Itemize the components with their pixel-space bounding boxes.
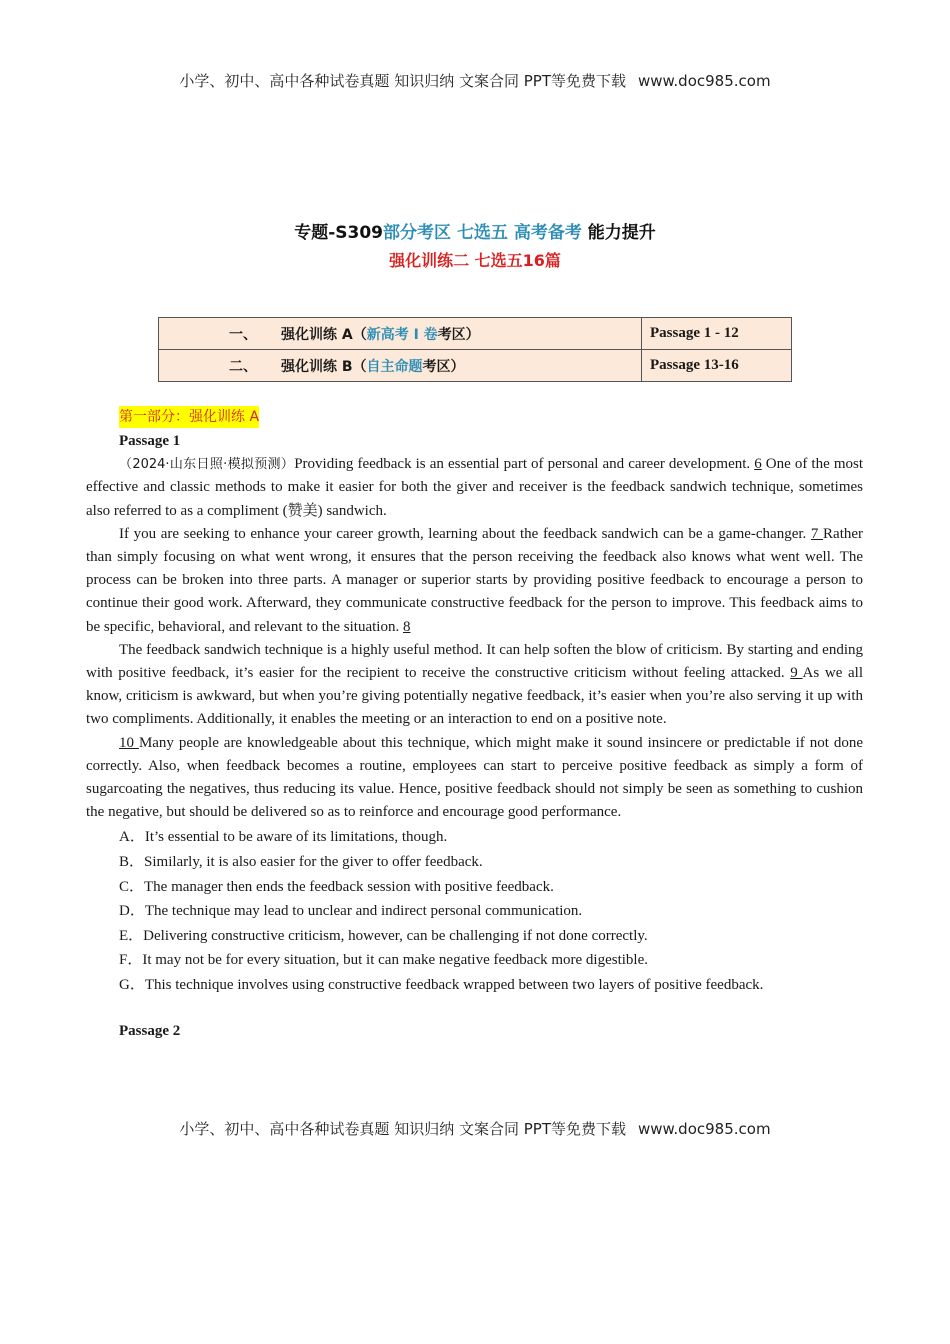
contents-range: Passage 13-16 bbox=[642, 350, 792, 382]
option-d[interactable] bbox=[119, 899, 863, 924]
passage-title: Passage 1 bbox=[119, 433, 181, 450]
contents-label-teal: 新高考 Ⅰ 卷 bbox=[366, 326, 438, 343]
option-letter: B． bbox=[119, 854, 145, 871]
paragraph-text: One of the most effective and classic methods to make it easier for both the giver and receiver is the feedback sandwich technique, sometimes also referred to as a compliment (赞美) sandwich. bbox=[86, 456, 864, 519]
footer-url[interactable]: www.doc985.com bbox=[637, 1120, 771, 1138]
paragraph-text: The feedback sandwich technique is a highly useful method. It can help soften the blow of criticism. By starting and ending with positive feedback, it’s easier for the recipient to receive the constructive criticism without feeling attacked. bbox=[86, 641, 863, 682]
passage-content bbox=[86, 406, 863, 1043]
contents-label-teal: 自主命题 bbox=[366, 358, 423, 375]
paragraph-text: Rather than simply focusing on what went wrong, it ensures that the person receiving the feedback also knows what went well. The process can be broken into three parts. A manager or superior starts by providing positive feedback to encourage a person to continue their good work. Afterward, they communicate constructive feedback for the person to improve. This feedback aims to be specific, behavioral, and relevant to the situation. bbox=[86, 525, 864, 635]
contents-label-pre: 强化训练 B（ bbox=[281, 358, 367, 375]
option-letter: F． bbox=[119, 952, 143, 969]
source-note: （2024·山东日照·模拟预测） bbox=[119, 457, 295, 473]
passage-2-title: Passage 2 bbox=[119, 1022, 181, 1039]
answer-options bbox=[86, 825, 863, 997]
blank-8[interactable]: 8 bbox=[402, 618, 411, 635]
contents-number: 一、 bbox=[229, 326, 257, 343]
blank-9[interactable]: 9 bbox=[790, 665, 803, 682]
header-url[interactable]: www.doc985.com bbox=[637, 72, 771, 90]
page-header bbox=[0, 70, 950, 91]
option-text: Similarly, it is also easier for the giver to offer feedback. bbox=[144, 854, 483, 871]
contents-label-post: 考区） bbox=[437, 326, 480, 343]
option-g[interactable] bbox=[119, 973, 863, 998]
blank-6[interactable]: 6 bbox=[754, 456, 762, 473]
option-a[interactable] bbox=[119, 825, 863, 850]
title-suffix: 能力提升 bbox=[587, 223, 656, 243]
contents-label-post: 考区） bbox=[422, 358, 465, 375]
option-c[interactable] bbox=[119, 875, 863, 900]
option-letter: E． bbox=[119, 927, 144, 944]
document-title bbox=[0, 218, 950, 243]
option-text: The technique may lead to unclear and indirect personal communication. bbox=[144, 903, 583, 920]
paragraph-text: Many people are knowledgeable about this technique, which might make it sound insincere or predictable if not done correctly. Also, when feedback becomes a routine, employees can start to perceive positive feedback as simply a form of sugarcoating the negatives, thus reducing its value. Hence, positive feedback should not simply be seen as something to cushion the negative, but should be delivered so as to reinforce and encourage good performance. bbox=[86, 734, 863, 821]
contents-label bbox=[159, 318, 642, 350]
paragraph-1 bbox=[86, 453, 863, 523]
option-text: The manager then ends the feedback session with positive feedback. bbox=[144, 878, 554, 895]
option-letter: G． bbox=[119, 977, 145, 994]
paragraph-2 bbox=[86, 523, 863, 639]
blank-10[interactable]: 10 bbox=[119, 734, 139, 751]
paragraph-4 bbox=[86, 732, 863, 825]
footer-text: 小学、初中、高中各种试卷真题 知识归纳 文案合同 PPT等免费下载 bbox=[179, 1120, 626, 1138]
option-letter: C． bbox=[119, 878, 145, 895]
blank-7[interactable]: 7 bbox=[810, 525, 824, 542]
option-letter: D． bbox=[119, 903, 145, 920]
contents-row bbox=[159, 318, 792, 350]
contents-label bbox=[159, 350, 642, 382]
paragraph-text: As we all know, criticism is awkward, but when you’re giving potentially negative feedback, it’s easier when you’re also serving it up with two compliments. Additionally, it enables the meeting or an interaction to end on a positive note. bbox=[86, 665, 863, 728]
paragraph-3 bbox=[86, 639, 863, 732]
contents-range: Passage 1 - 12 bbox=[642, 318, 792, 350]
contents-number: 二、 bbox=[229, 358, 257, 375]
contents-row bbox=[159, 350, 792, 382]
option-f[interactable] bbox=[119, 948, 863, 973]
paragraph-text: If you are seeking to enhance your career growth, learning about the feedback sandwich can be a game-changer. bbox=[119, 525, 811, 542]
title-teal-3: 高考备考 bbox=[513, 223, 582, 243]
title-teal-2: 七选五 bbox=[456, 223, 508, 243]
page-footer bbox=[0, 1118, 950, 1139]
title-teal-1: 部分考区 bbox=[383, 223, 452, 243]
option-text: It may not be for every situation, but it can make negative feedback more digestible. bbox=[142, 952, 649, 969]
option-text: Delivering constructive criticism, however, can be challenging if not done correctly. bbox=[143, 927, 648, 944]
document-subtitle: 强化训练二 七选五16篇 bbox=[389, 251, 561, 270]
contents-table bbox=[158, 317, 792, 382]
option-text: This technique involves using constructive feedback wrapped between two layers of positive feedback. bbox=[144, 977, 764, 994]
title-prefix: 专题-S309 bbox=[294, 223, 384, 243]
option-e[interactable] bbox=[119, 924, 863, 949]
contents-label-pre: 强化训练 A（ bbox=[281, 326, 367, 343]
part-label: 第一部分：强化训练 A bbox=[119, 406, 259, 428]
paragraph-text: Providing feedback is an essential part of personal and career development. bbox=[294, 456, 755, 473]
option-letter: A． bbox=[119, 829, 145, 846]
option-text: It’s essential to be aware of its limitations, though. bbox=[144, 829, 448, 846]
header-text: 小学、初中、高中各种试卷真题 知识归纳 文案合同 PPT等免费下载 bbox=[179, 72, 626, 90]
option-b[interactable] bbox=[119, 850, 863, 875]
